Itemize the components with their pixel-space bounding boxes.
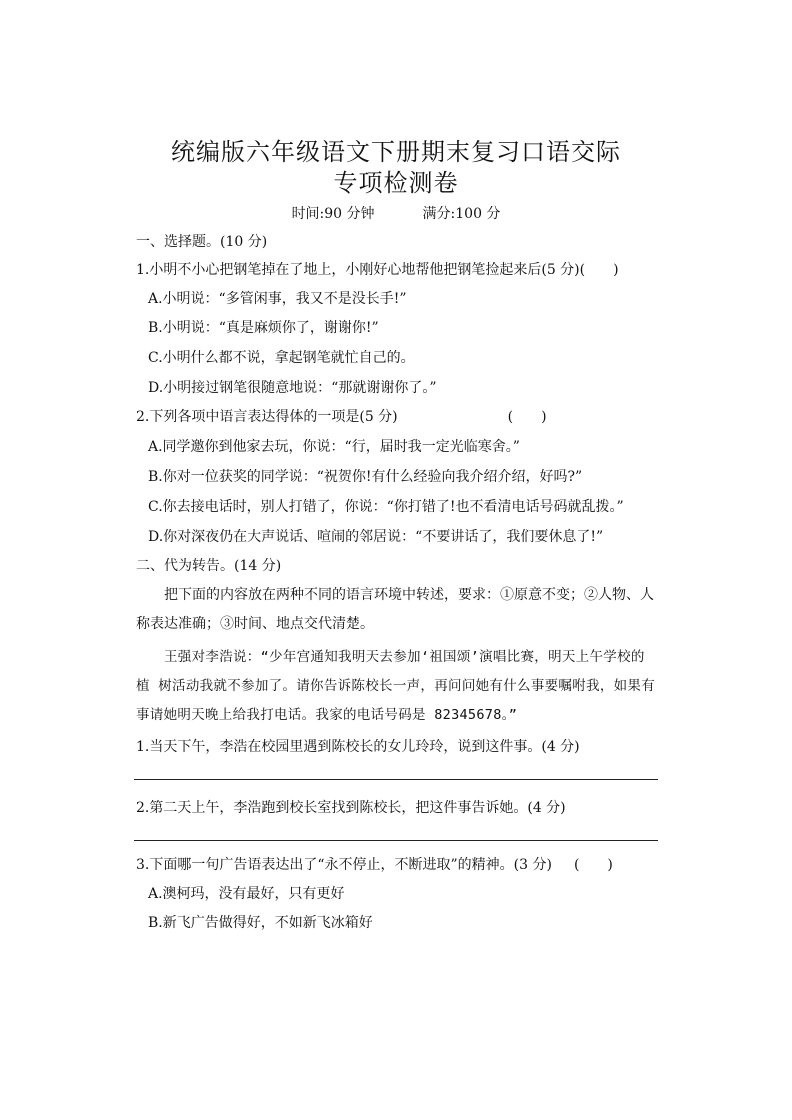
exam-meta — [0, 203, 792, 223]
section2-q3-option-a: A.澳柯玛，没有最好，只有更好 — [148, 886, 345, 902]
section2-q2-answer-line[interactable] — [134, 840, 658, 841]
q1-answer-paren: ( ) — [579, 262, 619, 278]
q1-option-d: D.小明接过钢笔很随意地说：“那就谢谢你了。” — [148, 380, 437, 396]
q1-stem-text: 1.小明不小心把钢笔掉在了地上，小刚好心地帮他把钢笔捡起来后(5 分) — [136, 262, 580, 278]
q2-option-c: C.你去接电话时，别人打错了，你说：“你打错了!也不看清电话号码就乱拨。” — [148, 499, 624, 515]
section1-heading: 一、选择题。(10 分) — [136, 234, 268, 250]
q2-option-a: A.同学邀你到他家去玩，你说：“行，届时我一定光临寒舍。” — [148, 439, 520, 455]
section2-q3-stem-text: 3.下面哪一句广告语表达出了“永不停止，不断进取”的精神。(3 分) — [136, 857, 552, 873]
q1-option-c: C.小明什么都不说，拿起钢笔就忙自己的。 — [148, 350, 415, 366]
exam-title-line2: 专项检测卷 — [333, 169, 459, 197]
section2-heading: 二、代为转告。(14 分) — [136, 558, 282, 574]
section2-q2: 2.第二天上午，李浩跑到校长室找到陈校长，把这件事告诉她。(4 分) — [136, 800, 566, 816]
section2-q3-answer-paren: ( ) — [573, 857, 613, 873]
q1-option-b: B.小明说：“真是麻烦你了，谢谢你!” — [148, 320, 379, 336]
exam-title-line1: 统编版六年级语文下册期末复习口语交际 — [171, 138, 621, 166]
section2-q3 — [136, 854, 613, 874]
q2-stem-text: 2.下列各项中语言表达得体的一项是(5 分) — [136, 409, 398, 425]
section2-instruction: 把下面的内容放在两种不同的语言环境中转述，要求：①原意不变；②人物、人称表达准确；③时间、地点交代清楚。 — [136, 587, 654, 632]
section2-quote: 王强对李浩说：“少年宫通知我明天去参加‘祖国颂’演唱比赛，明天上午学校的植 树活动我就不参加了。请你告诉陈校长一声，再问问她有什么事要嘱咐我，如果有事请她明天晚上给我打电话。我家的电话号码是 82345678。” — [136, 649, 656, 723]
section2-q3-option-b: B.新飞广告做得好，不如新飞冰箱好 — [148, 915, 373, 931]
q1-option-a: A.小明说：“多管闲事，我又不是没长手!” — [148, 291, 407, 307]
section2-q1-answer-line[interactable] — [134, 779, 658, 780]
q1-stem — [136, 259, 619, 279]
exam-time: 时间:90 分钟 — [291, 206, 375, 222]
q2-option-d: D.你对深夜仍在大声说话、喧闹的邻居说：“不要讲话了，我们要休息了!” — [148, 529, 604, 545]
section2-q1: 1.当天下午，李浩在校园里遇到陈校长的女儿玲玲，说到这件事。(4 分) — [136, 739, 580, 755]
q2-stem — [136, 406, 547, 426]
q2-option-b: B.你对一位获奖的同学说：“祝贺你!有什么经验向我介绍介绍，好吗?” — [148, 469, 583, 485]
exam-score: 满分:100 分 — [422, 206, 501, 222]
q2-answer-paren: ( ) — [507, 409, 547, 425]
